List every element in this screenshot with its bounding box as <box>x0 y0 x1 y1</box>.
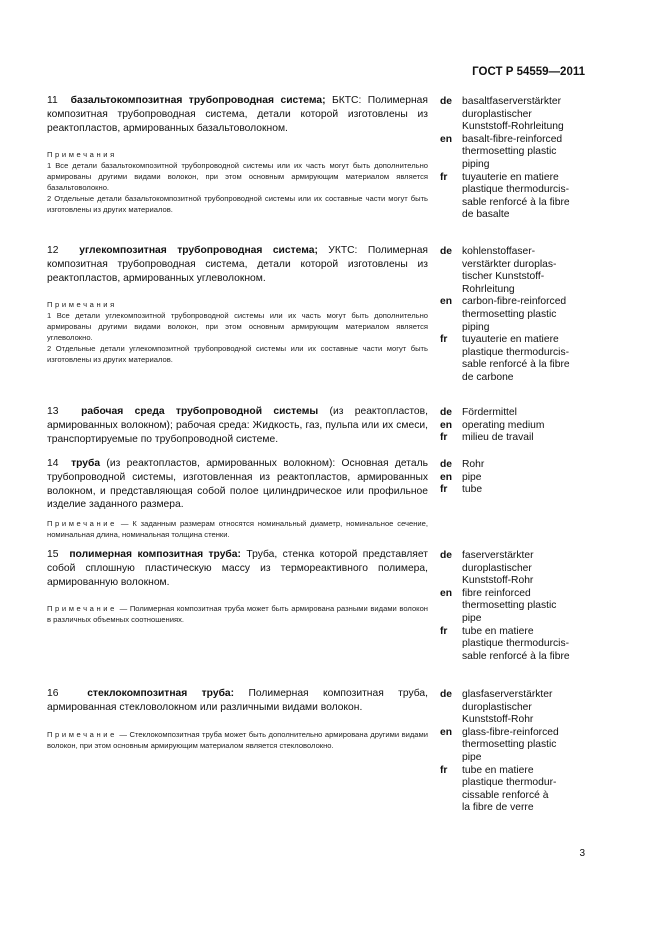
term-text: (из реактопластов, армированных волокном): Основная деталь трубопроводной системы, изготовленная из реактопластов, армированных волокном, и представляющая собой полое цилиндрическое или профильное изделие заданного размера. <box>47 458 428 511</box>
translation-de: de Rohr <box>440 459 485 470</box>
term-text: Труба, стенка которой представляет собой сплошную пластическую массу из термореактивного полимера, армированную волокном. <box>47 549 428 588</box>
term-number: 16 <box>47 688 59 699</box>
term-definition <box>47 244 428 285</box>
note-block <box>47 729 428 751</box>
translation-fr: fr tube en matiere plastique thermodur- cissable renforcé à la fibre de verre <box>440 764 557 814</box>
note-header: Примечания <box>47 150 117 160</box>
term-entry-14 <box>47 457 428 540</box>
term-number: 13 <box>47 406 59 417</box>
term-entry-16 <box>47 687 428 751</box>
term-text: БКТС: Полимерная композитная трубопроводная система, детали которой изготовлены из реактопластов, армированных базальтоволокном. <box>47 95 428 134</box>
note-item: 2 Отдельные детали углекомпозитной трубопроводной системы или их составные части могут быть изготовлены из других материалов. <box>47 344 428 365</box>
term-definition <box>47 687 428 715</box>
note-item: — К заданным размерам относятся номинальный диаметр, номинальное сечение, номинальная длина, номинальная толщина стенки. <box>47 519 428 540</box>
translation-de: de glasfaserverstärkter duroplastischer Kunststoff-Rohr <box>440 689 553 726</box>
term-text: УКТС: Полимерная композитная трубопроводная система, детали которой изготовлены из реактопластов, армированных углеволокном. <box>47 245 428 284</box>
term-entry-15 <box>47 548 428 625</box>
term-entry-11 <box>47 94 428 215</box>
term-number: 15 <box>47 549 59 560</box>
term-name: труба <box>71 458 101 469</box>
note-header: Примечания <box>47 300 117 310</box>
term-name: базальтокомпозитная трубопроводная система; <box>70 95 326 106</box>
translation-en: en pipe <box>440 471 482 483</box>
term-number: 12 <box>47 245 59 256</box>
translation-de: de kohlenstoffaser- verstärkter duroplas- tischer Kunststoff- Rohrleitung <box>440 246 557 295</box>
term-entry-13 <box>47 405 428 446</box>
note-item: 1 Все детали базальтокомпозитной трубопроводной системы или их часть могут быть дополнительно армированы другими видами волокон, при этом основным армирующим материалом является базальтоволокно. <box>47 161 428 193</box>
term-name: стеклокомпозитная труба: <box>87 688 235 699</box>
term-text: (из реактопластов, армированных волокном); рабочая среда: Жидкость, газ, пульпа или их смеси, транспортируемые по трубопроводной системе. <box>47 406 428 445</box>
term-name: рабочая среда трубопроводной системы <box>81 406 319 417</box>
term-entry-12 <box>47 244 428 365</box>
note-block <box>47 299 428 365</box>
translations-13 <box>440 407 590 445</box>
note-block <box>47 603 428 625</box>
note-header: Примечание <box>47 604 117 614</box>
note-item: 2 Отдельные детали базальтокомпозитной трубопроводной системы или их составные части могут быть изготовлены из других материалов. <box>47 194 428 215</box>
translation-de: de basaltfaserverstärkter duroplastischer Kunststoff-Rohrleitung <box>440 96 564 133</box>
translation-de: de Fördermittel <box>440 407 517 418</box>
note-header: Примечание <box>47 519 117 529</box>
note-item: — Полимерная композитная труба может быть армирована разными видами волокон в различных объемных соотношениях. <box>47 604 428 625</box>
note-header: Примечание <box>47 729 117 739</box>
page-number: 3 <box>579 848 585 859</box>
translations-16 <box>440 689 590 815</box>
translations-15 <box>440 550 590 663</box>
term-number: 11 <box>47 95 58 106</box>
note-block <box>47 149 428 215</box>
document-header: ГОСТ Р 54559—2011 <box>472 66 585 78</box>
translation-fr: fr milieu de travail <box>440 432 534 444</box>
term-text: Полимерная композитная труба, армированная стекловолокном или различными видами волокон. <box>47 688 428 713</box>
note-block <box>47 518 428 540</box>
term-definition <box>47 457 428 512</box>
translation-en: en basalt-fibre-reinforced thermosetting plastic piping <box>440 133 563 170</box>
note-item: — Стеклокомпозитная труба может быть дополнительно армирована другими видами волокон, при этом основным армирующим материалом является стекловолокно. <box>47 729 428 750</box>
translation-en: en fibre reinforced thermosetting plastic pipe <box>440 587 557 624</box>
note-item: 1 Все детали углекомпозитной трубопроводной системы или их часть могут быть дополнительно армированы другими видами волокон, при этом основным армирующим материалом является углеволокно. <box>47 311 428 343</box>
translation-de: de faserverstärkter duroplastischer Kunststoff-Rohr <box>440 550 534 587</box>
translations-12 <box>440 246 590 385</box>
term-name: углекомпозитная трубопроводная система; <box>79 245 318 256</box>
term-definition <box>47 405 428 446</box>
term-name: полимерная композитная труба: <box>69 549 241 560</box>
translation-fr: fr tuyauterie en matiere plastique thermodurcis- sable renforcé à la fibre de carbone <box>440 334 570 383</box>
term-number: 14 <box>47 458 59 469</box>
translation-fr: fr tuyauterie en matiere plastique thermodurcis- sable renforcé à la fibre de basalte <box>440 171 570 221</box>
translation-en: en carbon-fibre-reinforced thermosetting plastic piping <box>440 296 567 333</box>
translations-11 <box>440 96 590 222</box>
translation-en: en glass-fibre-reinforced thermosetting plastic pipe <box>440 726 559 763</box>
translation-fr: fr tube en matiere plastique thermodurcis- sable renforcé à la fibre <box>440 625 570 662</box>
translation-en: en operating medium <box>440 419 545 431</box>
term-definition <box>47 94 428 135</box>
translation-fr: fr tube <box>440 484 483 496</box>
translations-14 <box>440 459 590 497</box>
term-definition <box>47 548 428 589</box>
